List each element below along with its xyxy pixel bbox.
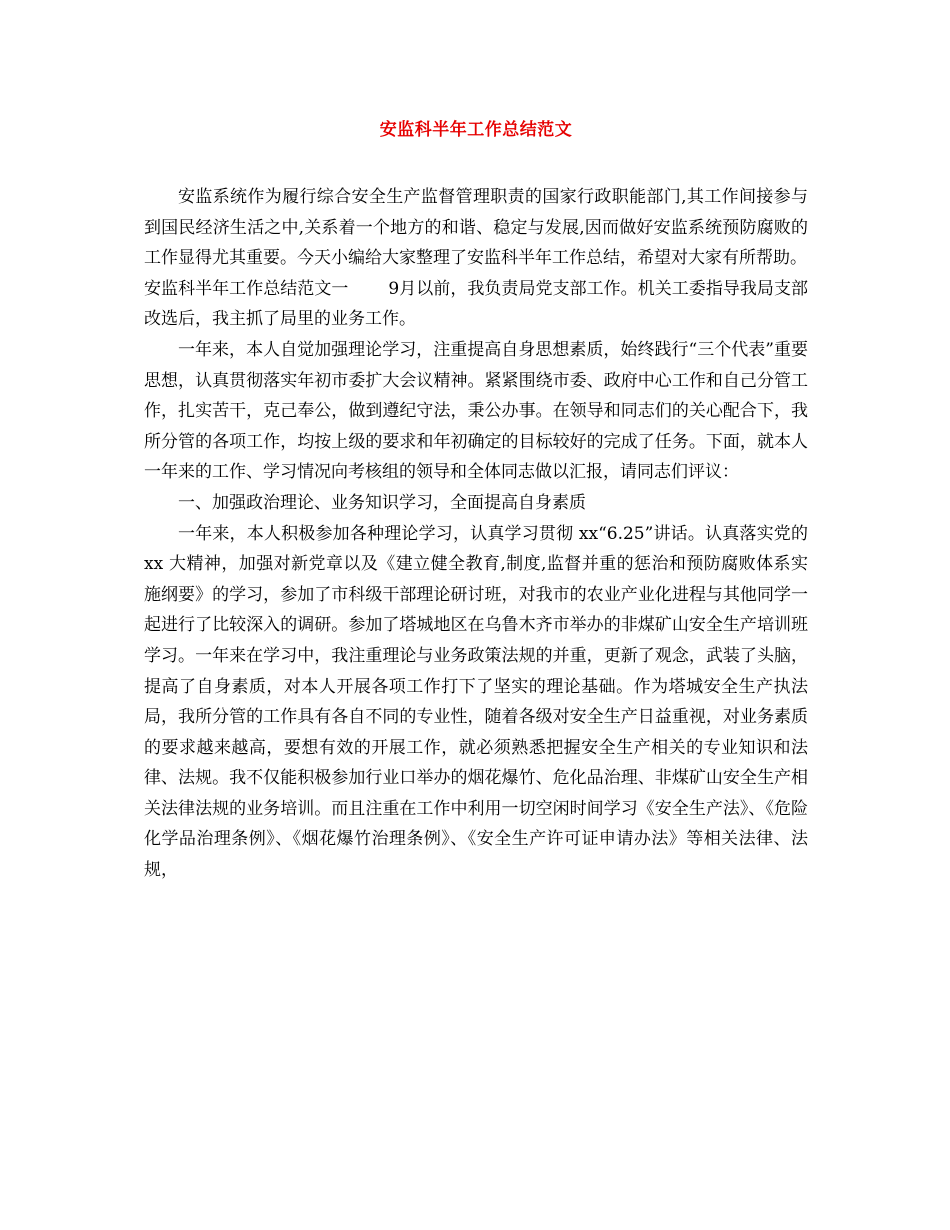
overview-paragraph: 一年来，本人自觉加强理论学习，注重提高自身思想素质，始终践行“三个代表”重要思想，认真贯彻落实年初市委扩大会议精神。紧紧围绕市委、政府中心工作和自己分管工作，扎实苦干，克己奉公，做到遵纪守法，秉公办事。在领导和同志们的关心配合下，我所分管的各项工作，均按上级的要求和年初确定的目标较好的完成了任务。下面，就本人一年来的工作、学习情况向考核组的领导和全体同志做以汇报，请同志们评议： xyxy=(144,339,808,483)
section-one-heading: 安监科半年工作总结范文一 xyxy=(144,278,349,299)
subheading-paragraph: 一、加强政治理论、业务知识学习，全面提高自身素质 xyxy=(178,492,586,513)
section-one-text: 9月以前，我负责局党支部工作。机关工委指导我局支部改选后，我主抓了局里的业务工作。 xyxy=(144,278,808,330)
intro-paragraph: 安监系统作为履行综合安全生产监督管理职责的国家行政职能部门,其工作间接参与到国民经济生活之中,关系着一个地方的和谐、稳定与发展,因而做好安监系统预防腐败的工作显得尤其重要。今天小编给大家整理了安监科半年工作总结，希望对大家有所帮助。 xyxy=(144,187,808,269)
section-one-paragraph xyxy=(144,274,808,335)
study-paragraph: 一年来，本人积极参加各种理论学习，认真学习贯彻 xx“6.25”讲话。认真落实党的 xx 大精神，加强对新党章以及《建立健全教育,制度,监督并重的惩治和预防腐败体系实施纲要》的学习，参加了市科级干部理论研讨班，对我市的农业产业化进程与其他同学一起进行了比较深入的调研。参加了塔城地区在乌鲁木齐市举办的非煤矿山安全生产培训班学习。一年来在学习中，我注重理论与业务政策法规的并重，更新了观念，武装了头脑，提高了自身素质，对本人开展各项工作打下了坚实的理论基础。作为塔城安全生产执法局，我所分管的工作具有各自不同的专业性，随着各级对安全生产日益重视，对业务素质的要求越来越高，要想有效的开展工作，就必须熟悉把握安全生产相关的专业知识和法律、法规。我不仅能积极参加行业口举办的烟花爆竹、危化品治理、非煤矿山安全生产相关法律法规的业务培训。而且注重在工作中利用一切空闲时间学习《安全生产法》、《危险化学品治理条例》、《烟花爆竹治理条例》、《安全生产许可证申请办法》等相关法律、法规， xyxy=(144,523,808,881)
document-title: 安监科半年工作总结范文 xyxy=(379,120,573,140)
document-page xyxy=(144,118,808,886)
